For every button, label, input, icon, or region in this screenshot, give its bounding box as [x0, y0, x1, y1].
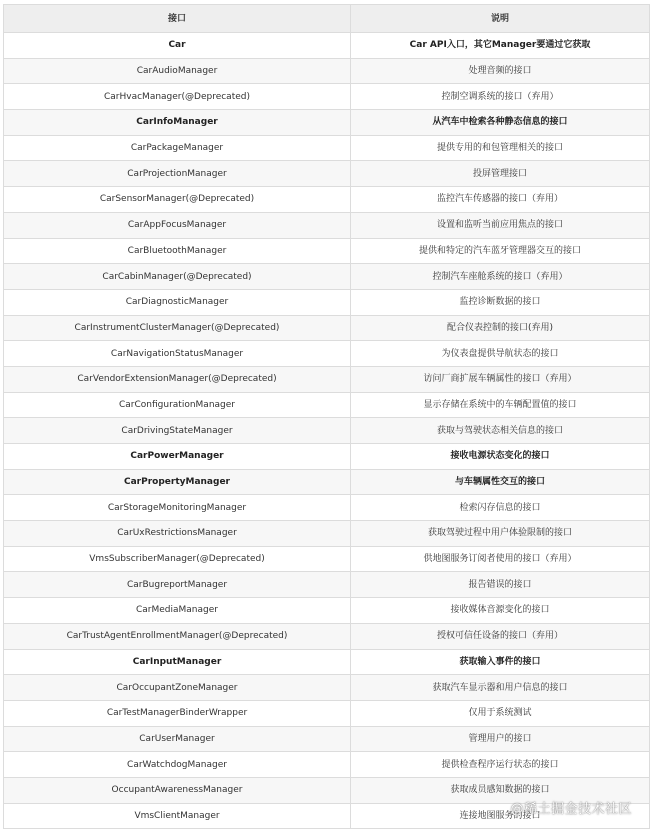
- description-cell: 获取驾驶过程中用户体验限制的接口: [351, 521, 650, 547]
- interface-name-cell: Car: [4, 33, 351, 59]
- table-row: [4, 366, 650, 392]
- interface-name-cell: CarPowerManager: [4, 444, 351, 470]
- table-row: [4, 392, 650, 418]
- description-cell: 提供和特定的汽车蓝牙管理器交互的接口: [351, 238, 650, 264]
- interface-name-cell: CarWatchdogManager: [4, 752, 351, 778]
- description-cell: Car API入口，其它Manager要通过它获取: [351, 33, 650, 59]
- interface-name-cell: CarNavigationStatusManager: [4, 341, 351, 367]
- description-cell: 供地图服务订阅者使用的接口（弃用）: [351, 546, 650, 572]
- interface-name-cell: CarSensorManager(@Deprecated): [4, 187, 351, 213]
- description-cell: 从汽车中检索各种静态信息的接口: [351, 110, 650, 136]
- interface-name-cell: VmsSubscriberManager(@Deprecated): [4, 546, 351, 572]
- description-cell: 管理用户的接口: [351, 726, 650, 752]
- header-row: [4, 5, 650, 33]
- interface-name-cell: CarStorageMonitoringManager: [4, 495, 351, 521]
- table-row: [4, 675, 650, 701]
- interface-table: [3, 4, 650, 829]
- interface-name-cell: CarInstrumentClusterManager(@Deprecated): [4, 315, 351, 341]
- table-row: [4, 495, 650, 521]
- interface-name-cell: CarAppFocusManager: [4, 212, 351, 238]
- interface-name-cell: CarVendorExtensionManager(@Deprecated): [4, 366, 351, 392]
- description-cell: 提供检查程序运行状态的接口: [351, 752, 650, 778]
- table-row: [4, 726, 650, 752]
- interface-name-cell: CarUxRestrictionsManager: [4, 521, 351, 547]
- table-row: [4, 315, 650, 341]
- interface-name-cell: CarHvacManager(@Deprecated): [4, 84, 351, 110]
- interface-name-cell: CarDrivingStateManager: [4, 418, 351, 444]
- table-row: [4, 264, 650, 290]
- interface-name-cell: CarInfoManager: [4, 110, 351, 136]
- header-description: 说明: [351, 5, 650, 33]
- table-row: [4, 212, 650, 238]
- table-row: [4, 238, 650, 264]
- description-cell: 处理音频的接口: [351, 58, 650, 84]
- table-body: [4, 33, 650, 829]
- table-row: [4, 598, 650, 624]
- table-row: [4, 289, 650, 315]
- interface-name-cell: CarProjectionManager: [4, 161, 351, 187]
- table-row: [4, 572, 650, 598]
- table-row: [4, 58, 650, 84]
- interface-name-cell: CarInputManager: [4, 649, 351, 675]
- interface-name-cell: CarTrustAgentEnrollmentManager(@Deprecated): [4, 623, 351, 649]
- interface-name-cell: CarPropertyManager: [4, 469, 351, 495]
- table-row: [4, 623, 650, 649]
- table-row: [4, 444, 650, 470]
- interface-name-cell: CarCabinManager(@Deprecated): [4, 264, 351, 290]
- interface-table-container: [3, 4, 649, 829]
- interface-name-cell: VmsClientManager: [4, 803, 351, 829]
- description-cell: 仅用于系统测试: [351, 700, 650, 726]
- interface-name-cell: CarOccupantZoneManager: [4, 675, 351, 701]
- table-row: [4, 84, 650, 110]
- description-cell: 获取输入事件的接口: [351, 649, 650, 675]
- description-cell: 显示存储在系统中的车辆配置值的接口: [351, 392, 650, 418]
- watermark-text: @稀土掘金技术社区: [510, 802, 632, 817]
- table-header: [4, 5, 650, 33]
- description-cell: 监控诊断数据的接口: [351, 289, 650, 315]
- description-cell: 控制空调系统的接口（弃用）: [351, 84, 650, 110]
- interface-name-cell: CarUserManager: [4, 726, 351, 752]
- description-cell: 为仪表盘提供导航状态的接口: [351, 341, 650, 367]
- description-cell: 提供专用的和包管理相关的接口: [351, 135, 650, 161]
- description-cell: 设置和监听当前应用焦点的接口: [351, 212, 650, 238]
- description-cell: 监控汽车传感器的接口（弃用）: [351, 187, 650, 213]
- table-row: [4, 752, 650, 778]
- description-cell: 投屏管理接口: [351, 161, 650, 187]
- description-cell: 检索闪存信息的接口: [351, 495, 650, 521]
- description-cell: 获取与驾驶状态相关信息的接口: [351, 418, 650, 444]
- table-row: [4, 521, 650, 547]
- interface-name-cell: CarAudioManager: [4, 58, 351, 84]
- description-cell: 接收媒体音源变化的接口: [351, 598, 650, 624]
- interface-name-cell: CarMediaManager: [4, 598, 351, 624]
- table-row: [4, 187, 650, 213]
- interface-name-cell: CarConfigurationManager: [4, 392, 351, 418]
- interface-name-cell: CarBluetoothManager: [4, 238, 351, 264]
- interface-name-cell: CarPackageManager: [4, 135, 351, 161]
- table-row: [4, 110, 650, 136]
- table-row: [4, 469, 650, 495]
- table-row: [4, 161, 650, 187]
- description-cell: 报告错误的接口: [351, 572, 650, 598]
- interface-name-cell: CarBugreportManager: [4, 572, 351, 598]
- table-row: [4, 700, 650, 726]
- header-interface: 接口: [4, 5, 351, 33]
- description-cell: 访问厂商扩展车辆属性的接口（弃用）: [351, 366, 650, 392]
- interface-name-cell: CarDiagnosticManager: [4, 289, 351, 315]
- description-cell: 连接地图服务的接口: [351, 803, 650, 829]
- description-cell: 获取成员感知数据的接口: [351, 777, 650, 803]
- table-row: [4, 418, 650, 444]
- description-cell: 授权可信任设备的接口（弃用）: [351, 623, 650, 649]
- description-cell: 控制汽车座舱系统的接口（弃用）: [351, 264, 650, 290]
- table-row: [4, 546, 650, 572]
- table-row: [4, 649, 650, 675]
- interface-name-cell: CarTestManagerBinderWrapper: [4, 700, 351, 726]
- table-row: [4, 341, 650, 367]
- description-cell: 与车辆属性交互的接口: [351, 469, 650, 495]
- interface-name-cell: OccupantAwarenessManager: [4, 777, 351, 803]
- description-cell: 配合仪表控制的接口(弃用): [351, 315, 650, 341]
- description-cell: 获取汽车显示器和用户信息的接口: [351, 675, 650, 701]
- description-cell: 接收电源状态变化的接口: [351, 444, 650, 470]
- table-row: [4, 135, 650, 161]
- table-row: [4, 33, 650, 59]
